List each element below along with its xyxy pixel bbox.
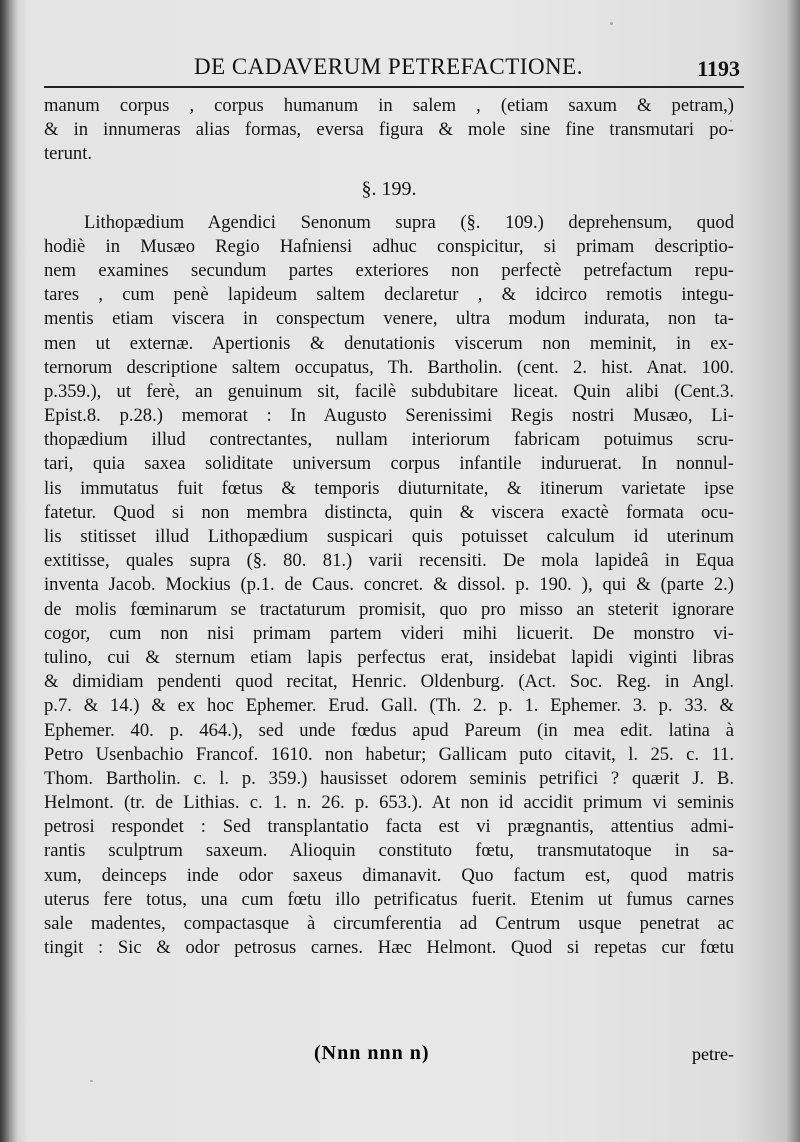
- text-line: ternorum descriptione saltem occupatus, Th. Bartholin. (cent. 2. hist. Anat. 100.: [44, 356, 734, 378]
- text-line: de molis fœminarum se tractaturum promisit, quo pro misso an steterit ignorare: [44, 598, 734, 620]
- text-line: fatetur. Quod si non membra distincta, quin & viscera exactè formata ocu-: [44, 501, 734, 523]
- text-line: tari, quia saxea soliditate universum corpus infantile induruerat. In nonnul-: [44, 453, 734, 475]
- running-title: DE CADAVERUM PETREFACTIONE.: [194, 54, 583, 79]
- body-text: [44, 94, 734, 960]
- text-line: Thom. Bartholin. c. l. p. 359.) hausisset odorem seminis petrifici ? quærit J. B.: [44, 767, 734, 789]
- text-line: manum corpus , corpus humanum in salem , (etiam saxum & petram,): [44, 95, 734, 116]
- running-header: [44, 52, 744, 86]
- text-line: Petro Usenbachio Francof. 1610. non habetur; Gallicam puto citavit, l. 25. c. 11.: [44, 743, 734, 765]
- text-line: p.7. & 14.) & ex hoc Ephemer. Erud. Gall. (Th. 2. p. 1. Ephemer. 3. p. 33. &: [44, 695, 734, 717]
- spine-shadow: [0, 0, 18, 1142]
- page-footer: [44, 1042, 734, 1070]
- text-line: hodiè in Musæo Regio Hafniensi adhuc conspicitur, si primam descriptio-: [44, 235, 734, 257]
- text-line: Helmont. (tr. de Lithias. c. 1. n. 26. p. 653.). At non id accidit primum vi seminis: [44, 792, 734, 814]
- text-line: Lithopædium Agendici Senonum supra (§. 109.) deprehensum, quod: [84, 211, 734, 233]
- text-line: cogor, cum non nisi primam partem videri mihi licuerit. De monstro vi-: [44, 622, 734, 644]
- text-line: Epist.8. p.28.) memorat : In Augusto Serenissimi Regis nostri Musæo, Li-: [44, 405, 734, 427]
- text-line: lis stitisset illud Lithopædium suspicari quis potuisset calculum id uterinum: [44, 526, 734, 547]
- text-line: thopædium illud contrectantes, nullam interiorum fabricam potuimus scru-: [44, 429, 734, 451]
- page-number: 1193: [697, 56, 740, 81]
- text-line: rantis sculptrum saxeum. Alioquin constituto fœtu, transmutatoque in sa-: [44, 840, 734, 862]
- text-line: xum, deinceps inde odor saxeus dimanavit. Quo factum est, quod matris: [44, 864, 734, 886]
- section-heading: §. 199.: [361, 177, 417, 200]
- text-line: extitisse, quales supra (§. 80. 81.) varii recensiti. De mola lapideâ in Equa: [44, 550, 734, 572]
- text-line: petrosi respondet : Sed transplantatio facta est vi prægnantis, attentius admi-: [44, 816, 734, 838]
- text-line: men ut externæ. Apertionis & denutationis viscerum non meminit, in ex-: [44, 332, 734, 354]
- paper-speck: [610, 22, 613, 25]
- text-line: terunt.: [44, 143, 93, 165]
- text-line: tulino, cui & sternum etiam lapis perfectus erat, insidebat lapidi viginti libras: [44, 646, 734, 668]
- paper-speck: [90, 1080, 93, 1082]
- paragraph-199: [44, 211, 734, 961]
- header-rule: [44, 86, 744, 88]
- text-line: uterus fere totus, una cum fœtu illo petrificatus fuerit. Etenim ut fumus carnes: [44, 888, 734, 910]
- text-line: nem examines secundum partes exteriores non perfectè petrefactum repu-: [44, 259, 734, 281]
- text-line: Ephemer. 40. p. 464.), sed unde fœdus apud Pareum (in mea edit. latina à: [44, 719, 734, 741]
- text-line: mentis etiam viscera in conspectum venere, ultra modum indurata, non ta-: [44, 308, 734, 330]
- page-edge-shadow: [786, 0, 800, 1142]
- paper-speck: [730, 120, 732, 122]
- text-line: inventa Jacob. Mockius (p.1. de Caus. concret. & dissol. p. 190. ), qui & (parte 2.): [44, 574, 734, 596]
- carryover-text: [44, 94, 734, 167]
- text-line: & dimidiam pendenti quod recitat, Henric. Oldenburg. (Act. Soc. Reg. in Angl.: [44, 671, 734, 693]
- text-line: & in innumeras alias formas, eversa figura & mole sine fine transmutari po-: [44, 119, 734, 141]
- catchword: petre-: [692, 1044, 734, 1064]
- text-line: lis immutatus fuit fœtus & temporis diuturnitate, & itinerum varietate ipse: [44, 477, 734, 499]
- text-line: sale madentes, compactasque à circumferentia ad Centrum usque penetrat ac: [44, 913, 734, 934]
- text-line: tingit : Sic & odor petrosus carnes. Hæc Helmont. Quod si repetas cur fœtu: [44, 937, 734, 959]
- text-line: p.359.), ut ferè, an genuinum sit, facilè subdubitare liceat. Quin alibi (Cent.3.: [44, 380, 734, 402]
- signature-mark: (Nnn nnn n): [314, 1042, 430, 1064]
- text-line: tares , cum penè lapideum saltem declaretur , & idcirco remotis integu-: [44, 284, 734, 306]
